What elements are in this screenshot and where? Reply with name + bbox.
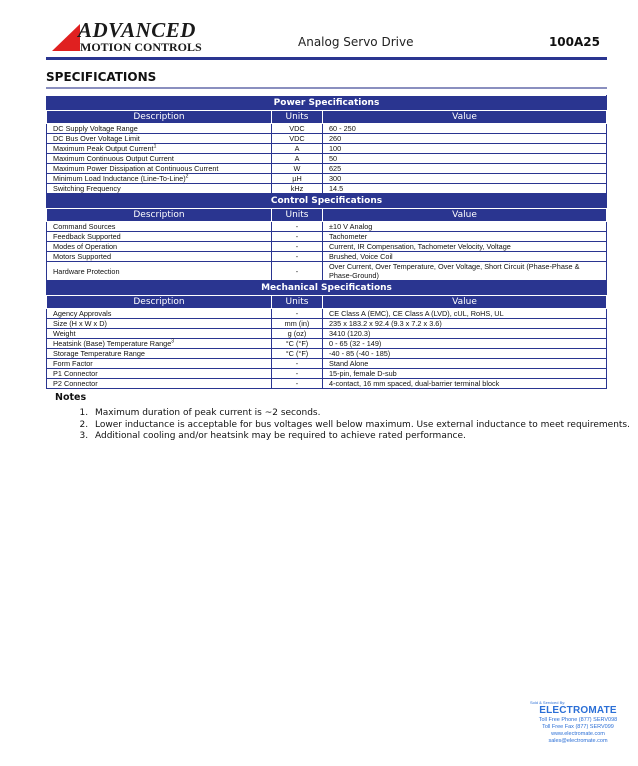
table-section-title	[47, 194, 607, 209]
description-text: Modes of Operation	[53, 242, 118, 251]
value-cell: 260	[323, 134, 607, 144]
table-row	[47, 154, 607, 164]
section-title-cell: Control Specifications	[47, 194, 607, 209]
value-cell: Brushed, Voice Coil	[323, 252, 607, 262]
distributor-block	[530, 700, 626, 745]
description-text: Form Factor	[53, 359, 93, 368]
logo-line1: ADVANCED	[78, 18, 196, 42]
doc-title: Analog Servo Drive	[298, 35, 414, 49]
description-cell	[47, 379, 272, 389]
distributor-tag: Sold & Serviced By:	[530, 700, 566, 705]
table-row	[47, 339, 607, 349]
units-cell: -	[272, 379, 323, 389]
value-cell: 50	[323, 154, 607, 164]
units-cell: -	[272, 262, 323, 281]
units-cell: °C (°F)	[272, 339, 323, 349]
description-cell	[47, 319, 272, 329]
units-cell: °C (°F)	[272, 349, 323, 359]
distributor-email[interactable]: sales@electromate.com	[548, 738, 608, 744]
section-title-cell: Mechanical Specifications	[47, 281, 607, 296]
units-cell: mm (in)	[272, 319, 323, 329]
section-divider	[46, 87, 607, 89]
value-cell: 3410 (120.3)	[323, 329, 607, 339]
units-cell: -	[272, 242, 323, 252]
description-text: P1 Connector	[53, 369, 98, 378]
description-cell	[47, 309, 272, 319]
specifications-table	[46, 95, 607, 389]
description-text: Feedback Supported	[53, 232, 121, 241]
value-cell: 0 - 65 (32 - 149)	[323, 339, 607, 349]
description-text: Command Sources	[53, 222, 116, 231]
table-header-row	[47, 296, 607, 309]
units-cell: g (oz)	[272, 329, 323, 339]
value-cell: -40 - 85 (-40 - 185)	[323, 349, 607, 359]
column-header-description: Description	[47, 111, 272, 124]
distributor-website[interactable]: www.electromate.com	[551, 731, 605, 737]
section-title-cell: Power Specifications	[47, 96, 607, 111]
description-cell	[47, 174, 272, 184]
units-cell: -	[272, 369, 323, 379]
notes	[55, 392, 630, 443]
table-row	[47, 184, 607, 194]
section-title: SPECIFICATIONS	[46, 70, 157, 84]
units-cell: -	[272, 252, 323, 262]
table-row	[47, 349, 607, 359]
value-cell: 100	[323, 144, 607, 154]
table-row	[47, 262, 607, 281]
column-header-value: Value	[323, 209, 607, 222]
table-row	[47, 309, 607, 319]
model-number: 100A25	[548, 35, 600, 49]
description-cell	[47, 124, 272, 134]
table-row	[47, 369, 607, 379]
table-section-title	[47, 96, 607, 111]
note-item: 3. Additional cooling and/or heatsink may be required to achieve rated performance.	[91, 431, 630, 443]
table-header-row	[47, 111, 607, 124]
description-text: Size (H x W x D)	[53, 319, 107, 328]
description-cell	[47, 164, 272, 174]
table-row	[47, 164, 607, 174]
note-item: 1. Maximum duration of peak current is ~2 seconds.	[91, 408, 630, 420]
table-row	[47, 134, 607, 144]
table-row	[47, 144, 607, 154]
value-cell: Over Current, Over Temperature, Over Voltage, Short Circuit (Phase-Phase & Phase-Ground)	[323, 262, 607, 281]
table-section-title	[47, 281, 607, 296]
description-cell	[47, 184, 272, 194]
company-logo	[50, 20, 220, 54]
note-item: 2. Lower inductance is acceptable for bus voltages well below maximum. Use external inductance to meet requirements.	[91, 420, 630, 432]
column-header-value: Value	[323, 296, 607, 309]
description-text: Agency Approvals	[53, 309, 112, 318]
notes-title: Notes	[55, 392, 87, 403]
description-cell	[47, 242, 272, 252]
description-text: Storage Temperature Range	[53, 349, 145, 358]
value-cell: Tachometer	[323, 232, 607, 242]
table-row	[47, 252, 607, 262]
units-cell: kHz	[272, 184, 323, 194]
description-text: DC Supply Voltage Range	[53, 124, 138, 133]
description-cell	[47, 232, 272, 242]
description-text: Heatsink (Base) Temperature Range	[53, 339, 172, 348]
description-text: Minimum Load Inductance (Line-To-Line)	[53, 174, 186, 183]
description-text: Maximum Continuous Output Current	[53, 154, 174, 163]
description-cell	[47, 359, 272, 369]
value-cell: 14.5	[323, 184, 607, 194]
units-cell: VDC	[272, 134, 323, 144]
units-cell: µH	[272, 174, 323, 184]
description-cell	[47, 262, 272, 281]
table-row	[47, 232, 607, 242]
units-cell: -	[272, 232, 323, 242]
units-cell: W	[272, 164, 323, 174]
table-row	[47, 174, 607, 184]
table-row	[47, 242, 607, 252]
description-text: Hardware Protection	[53, 266, 120, 276]
table-row	[47, 379, 607, 389]
footnote-marker: 1	[153, 143, 157, 150]
table-row	[47, 319, 607, 329]
column-header-units: Units	[272, 111, 323, 124]
description-cell	[47, 252, 272, 262]
logo-line2: MOTION CONTROLS	[80, 40, 202, 54]
description-cell	[47, 339, 272, 349]
units-cell: -	[272, 309, 323, 319]
description-cell	[47, 329, 272, 339]
units-cell: A	[272, 154, 323, 164]
description-text: DC Bus Over Voltage Limit	[53, 134, 140, 143]
value-cell: Current, IR Compensation, Tachometer Velocity, Voltage	[323, 242, 607, 252]
description-text: Weight	[53, 329, 76, 338]
description-cell	[47, 222, 272, 232]
description-cell	[47, 154, 272, 164]
value-cell: 4-contact, 16 mm spaced, dual-barrier terminal block	[323, 379, 607, 389]
distributor-name: ELECTROMATE	[539, 705, 617, 716]
description-cell	[47, 144, 272, 154]
value-cell: 15-pin, female D-sub	[323, 369, 607, 379]
description-text: Switching Frequency	[53, 184, 121, 193]
distributor-fax: Toll Free Fax (877) SERV099	[542, 724, 614, 730]
units-cell: -	[272, 359, 323, 369]
value-cell: ±10 V Analog	[323, 222, 607, 232]
value-cell: 60 - 250	[323, 124, 607, 134]
column-header-description: Description	[47, 209, 272, 222]
description-cell	[47, 134, 272, 144]
units-cell: A	[272, 144, 323, 154]
column-header-units: Units	[272, 209, 323, 222]
footnote-marker: 2	[185, 173, 189, 180]
distributor-phone: Toll Free Phone (877) SERV098	[538, 717, 618, 723]
description-cell	[47, 369, 272, 379]
value-cell: CE Class A (EMC), CE Class A (LVD), cUL, RoHS, UL	[323, 309, 607, 319]
table-header-row	[47, 209, 607, 222]
header-divider	[46, 57, 607, 60]
table-row	[47, 124, 607, 134]
table-row	[47, 329, 607, 339]
description-text: Maximum Peak Output Current	[53, 144, 154, 153]
column-header-description: Description	[47, 296, 272, 309]
description-text: P2 Connector	[53, 379, 98, 388]
units-cell: VDC	[272, 124, 323, 134]
units-cell: -	[272, 222, 323, 232]
column-header-value: Value	[323, 111, 607, 124]
table-row	[47, 222, 607, 232]
footnote-marker: 3	[171, 338, 175, 345]
description-text: Maximum Power Dissipation at Continuous Current	[53, 164, 219, 173]
description-cell	[47, 349, 272, 359]
description-text: Motors Supported	[53, 252, 112, 261]
table-row	[47, 359, 607, 369]
value-cell: 625	[323, 164, 607, 174]
value-cell: 300	[323, 174, 607, 184]
value-cell: 235 x 183.2 x 92.4 (9.3 x 7.2 x 3.6)	[323, 319, 607, 329]
column-header-units: Units	[272, 296, 323, 309]
value-cell: Stand Alone	[323, 359, 607, 369]
